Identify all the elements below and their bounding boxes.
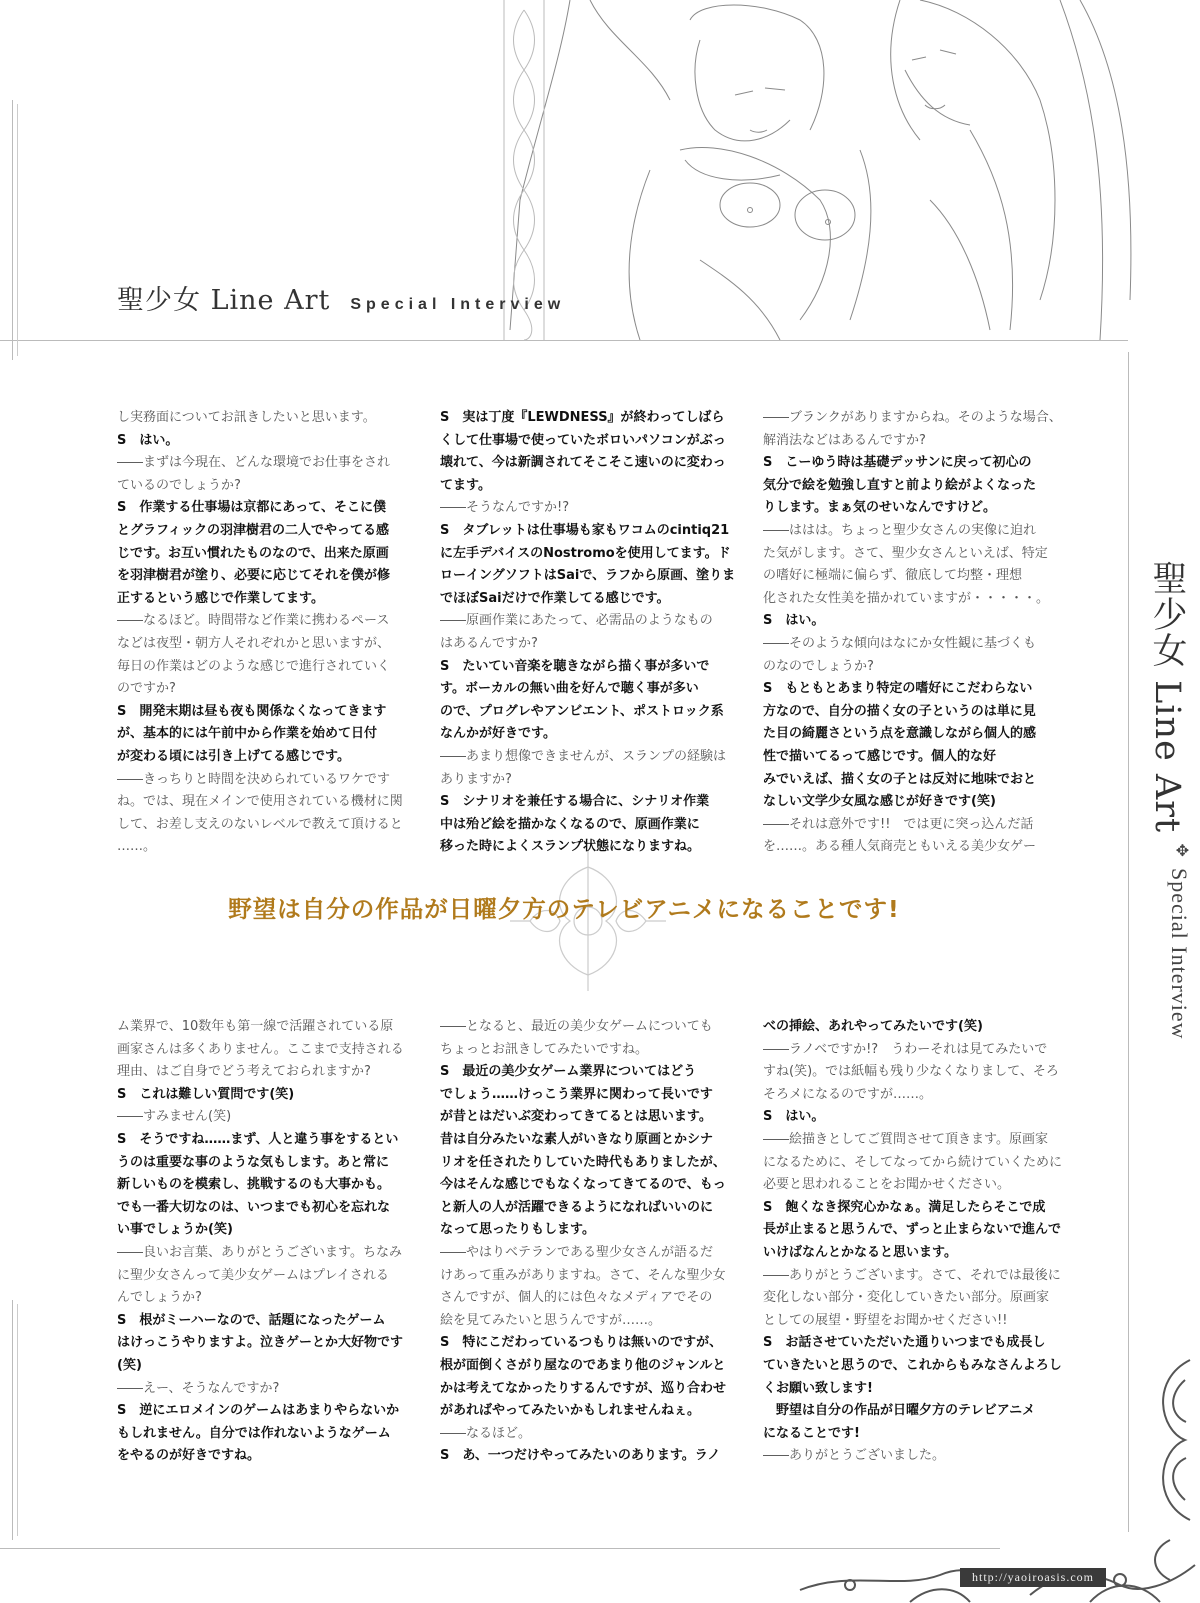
answer-line: S あ、一つだけやってみたいのあります。ラノ bbox=[440, 1448, 721, 1464]
answer-line: かは考えてなかったりするんですが、巡り合わせ bbox=[440, 1380, 727, 1396]
question-line: のなのでしょうか? bbox=[763, 658, 874, 674]
answer-line: S 開発末期は昼も夜も関係なくなってきます bbox=[117, 703, 387, 719]
headline: 野望は自分の作品が日曜夕方のテレビアニメになることです! bbox=[228, 895, 900, 923]
answer-line: S はい。 bbox=[763, 613, 825, 629]
answer-line: うのは重要な事のような気もします。あと常に bbox=[117, 1154, 389, 1170]
answer-line: くして仕事場で使っていたボロいパソコンがぶっ bbox=[440, 432, 726, 448]
question-line: を……。ある種人気商売ともいえる美少女ゲー bbox=[763, 839, 1037, 855]
answer-line: を羽津樹君が塗り、必要に応じてそれを僕が修 bbox=[117, 568, 391, 584]
question-line: に聖少女さんって美少女ゲームはプレイされる bbox=[117, 1267, 389, 1283]
answer-line: なんかが好きです。 bbox=[440, 726, 556, 742]
answer-line: S シナリオを兼任する場合に、シナリオ作業 bbox=[440, 794, 710, 810]
watermark-text: http://yaoiroasis.com bbox=[972, 1570, 1094, 1584]
answer-line: S 作業する仕事場は京都にあって、そこに僕 bbox=[117, 500, 386, 516]
question-line: ――それは意外です!! では更に突っ込んだ話 bbox=[763, 816, 1034, 832]
answer-line: S これは難しい質問です(笑) bbox=[117, 1086, 295, 1102]
line-art-illustration bbox=[500, 0, 1140, 340]
answer-line: S 逆にエロメインのゲームはあまりやらないか bbox=[117, 1403, 400, 1419]
answer-line: S タブレットは仕事場も家もワコムのcintiq21 bbox=[440, 522, 730, 538]
answer-line: なしい文学少女風な感じが好きです(笑) bbox=[763, 794, 996, 810]
question-line: ――ブランクがありますからね。そのような場合、 bbox=[763, 410, 1062, 425]
headline-row bbox=[0, 890, 1128, 924]
answer-line: 中は殆ど絵を描かなくなるので、原画作業に bbox=[440, 816, 700, 832]
question-line: ……。 bbox=[117, 839, 157, 855]
header-title: 聖少女 Line Art bbox=[117, 285, 331, 316]
side-title: 聖少女 Line Art bbox=[1147, 560, 1187, 834]
answer-line: が、基本的には午前中から作業を始めて日付 bbox=[117, 726, 378, 742]
question-line: た気がします。さて、聖少女さんといえば、特定 bbox=[763, 545, 1048, 561]
question-line: 解消法などはあるんですか? bbox=[763, 432, 926, 448]
watermark bbox=[960, 1568, 1106, 1587]
side-vertical-title bbox=[1142, 560, 1192, 1040]
question-line: ――やはりベテランである聖少女さんが語るだ bbox=[440, 1244, 714, 1260]
corner-flourish bbox=[790, 1340, 1200, 1603]
question-line: になるために、そしてなってから続けていくために bbox=[763, 1154, 1063, 1170]
answer-line: が変わる頃には引き上げてる感じです。 bbox=[117, 748, 350, 764]
answer-line: S たいてい音楽を聴きながら描く事が多いで bbox=[440, 658, 710, 674]
question-line: 絵を見てみたいと思うんですが……。 bbox=[440, 1312, 662, 1328]
column-top-1 bbox=[117, 407, 419, 859]
answer-line: リオを任されたりしていた時代もありましたが、 bbox=[440, 1154, 726, 1170]
answer-line: S 根がミーハーなので、話題になったゲーム bbox=[117, 1312, 386, 1328]
answer-line: もしれません。自分では作れないようなゲーム bbox=[117, 1425, 391, 1441]
answer-line: 壊れて、今は新調されてそこそこ速いのに変わっ bbox=[440, 455, 726, 471]
question-line: 必要と思われることをお聞かせください。 bbox=[763, 1177, 1011, 1193]
page-header bbox=[117, 278, 565, 317]
question-line: し実務面についてお訊きしたいと思います。 bbox=[117, 410, 376, 425]
answer-line: いけばなんとかなると思います。 bbox=[763, 1244, 957, 1260]
question-line: のですか? bbox=[117, 681, 176, 697]
answer-line: 性で描いてるって感じです。個人的な好 bbox=[763, 748, 996, 764]
answer-line: 移った時によくスランプ状態になりますね。 bbox=[440, 839, 701, 855]
answer-line: ので、プログレやアンビエント、ポストロック系 bbox=[440, 703, 724, 719]
question-line: ――絵描きとしてご質問させて頂きます。原画家 bbox=[763, 1131, 1048, 1147]
column-top-3 bbox=[763, 407, 1065, 859]
question-line: 化された女性美を描かれていますが・・・・・。 bbox=[763, 590, 1050, 606]
question-line: ――なるほど。 bbox=[440, 1425, 532, 1441]
answer-line: が昔とはだいぶ変わってきてるとは思います。 bbox=[440, 1109, 712, 1125]
answer-line: S お話させていただいた通りいつまでも成長し bbox=[763, 1335, 1046, 1351]
answer-line: S はい。 bbox=[763, 1109, 825, 1125]
question-line: ――ありがとうございました。 bbox=[763, 1448, 946, 1464]
column-bottom-2 bbox=[440, 1016, 742, 1468]
question-line: ているのでしょうか? bbox=[117, 477, 241, 493]
question-line: ちょっとお訊きしてみたいですね。 bbox=[440, 1041, 649, 1057]
answer-line: でしょう……けっこう業界に関わって長いです bbox=[440, 1086, 713, 1102]
answer-line: とグラフィックの羽津樹君の二人でやってる感 bbox=[117, 522, 389, 538]
answer-line: があればやってみたいかもしれませんねぇ。 bbox=[440, 1403, 701, 1419]
answer-line: (笑) bbox=[117, 1357, 142, 1373]
answer-line: はけっこうやりますよ。泣きゲーとか大好物です bbox=[117, 1335, 404, 1351]
question-line: ム業界で、10数年も第一線で活躍されている原 bbox=[117, 1019, 394, 1034]
answer-line: りします。まぁ気のせいなんですけど。 bbox=[763, 500, 996, 516]
question-line: ――ラノベですか!? うわーそれは見てみたいで bbox=[763, 1041, 1048, 1057]
question-line: としての展望・野望をお聞かせください!! bbox=[763, 1312, 1008, 1328]
answer-line: 新しいものを模索し、挑戦するのも大事かも。 bbox=[117, 1177, 391, 1193]
left-bracket-bottom-inner bbox=[5, 1304, 18, 1536]
question-line: 理由、はご自身でどう考えておられますか? bbox=[117, 1064, 371, 1080]
answer-line: す。ボーカルの無い曲を好んで聴く事が多い bbox=[440, 681, 699, 697]
answer-line: 野望は自分の作品が日曜夕方のテレビアニメ bbox=[763, 1403, 1036, 1419]
question-line: ――そうなんですか!? bbox=[440, 500, 570, 516]
question-line: 変化しない部分・変化していきたい部分。原画家 bbox=[763, 1290, 1050, 1306]
answer-line: べの挿絵、あれやってみたいです(笑) bbox=[763, 1019, 983, 1034]
answer-line: S はい。 bbox=[117, 432, 179, 448]
answer-line: ローイングソフトはSaiで、ラフから原画、塗りま bbox=[440, 568, 736, 584]
question-line: して、お差し支えのないレベルで教えて頂けると bbox=[117, 816, 403, 832]
question-line: 毎日の作業はどのような感じで進行されていく bbox=[117, 658, 391, 674]
question-line: ――まずは今現在、どんな環境でお仕事をされ bbox=[117, 455, 391, 471]
question-line: ――良いお言葉、ありがとうございます。ちなみ bbox=[117, 1244, 402, 1260]
question-line: ――ありがとうございます。さて、それでは最後に bbox=[763, 1267, 1061, 1283]
answer-line: 長が止まると思うんで、ずっと止まらないで進んで bbox=[763, 1222, 1061, 1238]
question-line: けあって重みがありますね。さて、そんな聖少女 bbox=[440, 1267, 726, 1283]
question-line: ――なるほど。時間帯など作業に携わるペース bbox=[117, 613, 390, 629]
question-line: ――あまり想像できませんが、スランプの経験は bbox=[440, 748, 727, 764]
question-line: さんですが、個人的には色々なメディアでその bbox=[440, 1290, 713, 1306]
answer-line: S 特にこだわっているつもりは無いのですが、 bbox=[440, 1335, 723, 1351]
answer-line: に左手デバイスのNostromoを使用してます。ド bbox=[440, 545, 731, 561]
question-line: ――となると、最近の美少女ゲームについても bbox=[440, 1019, 713, 1034]
question-line: んでしょうか? bbox=[117, 1290, 202, 1306]
frame-top-rule bbox=[0, 340, 1128, 341]
answer-line: 今はそんな感じでもなくなってきてるので、もっ bbox=[440, 1177, 726, 1193]
answer-line: でも一番大切なのは、いつまでも初心を忘れな bbox=[117, 1199, 391, 1215]
question-line: はあるんですか? bbox=[440, 635, 538, 651]
answer-line: じです。お互い慣れたものなので、出来た原画 bbox=[117, 545, 389, 561]
answer-line: になることです! bbox=[763, 1425, 860, 1441]
question-line: ――すみません(笑) bbox=[117, 1109, 232, 1125]
answer-line: S 実は丁度『LEWDNESS』が終わってしばら bbox=[440, 410, 725, 425]
question-line: ――原画作業にあたって、必需品のようなもの bbox=[440, 613, 713, 629]
side-divider-ornament: ✥ bbox=[1173, 841, 1192, 861]
answer-line: ていきたいと思うので、これからもみなさんよろし bbox=[763, 1357, 1062, 1373]
question-line: ね。では、現在メインで使用されている機材に関 bbox=[117, 794, 403, 810]
answer-line: くお願い致します! bbox=[763, 1380, 873, 1396]
answer-line: 気分で絵を勉強し直すと前より絵がよくなった bbox=[763, 477, 1037, 493]
answer-line: てます。 bbox=[440, 477, 491, 493]
side-subtitle: Special Interview bbox=[1167, 868, 1192, 1040]
answer-line: みでいえば、描く女の子とは反対に地味でおと bbox=[763, 771, 1037, 787]
question-line: ――そのような傾向はなにか女性観に基づくも bbox=[763, 635, 1037, 651]
question-line: 画家さんは多くありません。ここまで支持される bbox=[117, 1041, 404, 1057]
question-line: などは夜型・朝方人それぞれかと思いますが、 bbox=[117, 635, 391, 651]
answer-line: 根が面倒くさがり屋なのであまり他のジャンルと bbox=[440, 1357, 726, 1373]
question-line: の嗜好に極端に偏らず、徹底して均整・理想 bbox=[763, 568, 1022, 584]
answer-line: S 最近の美少女ゲーム業界についてはどう bbox=[440, 1064, 697, 1080]
answer-line: 正するという感じで作業してます。 bbox=[117, 590, 324, 606]
question-line: すね(笑)。では紙幅も残り少なくなりまして、そろ bbox=[763, 1064, 1059, 1080]
left-bracket-top-inner bbox=[5, 104, 18, 356]
answer-line: S こーゆう時は基礎デッサンに戻って初心の bbox=[763, 455, 1032, 471]
answer-line: なって思ったりもします。 bbox=[440, 1222, 595, 1238]
answer-line: S もともとあまり特定の嗜好にこだわらない bbox=[763, 681, 1033, 697]
column-bottom-1 bbox=[117, 1016, 419, 1468]
header-subtitle: Special Interview bbox=[350, 296, 566, 313]
answer-line: い事でしょうか(笑) bbox=[117, 1222, 233, 1238]
answer-line: 方なので、自分の描く女の子というのは単に見 bbox=[763, 703, 1036, 719]
question-line: ――えー、そうなんですか? bbox=[117, 1380, 280, 1396]
column-top-2 bbox=[440, 407, 742, 859]
answer-line: をやるのが好きですね。 bbox=[117, 1448, 261, 1464]
answer-line: た目の綺麗さという点を意識しながら個人的感 bbox=[763, 726, 1037, 742]
answer-line: S 飽くなき探究心かなぁ。満足したらそこで成 bbox=[763, 1199, 1046, 1215]
question-line: そろメになるのですが……。 bbox=[763, 1086, 933, 1102]
question-line: ――ははは。ちょっと聖少女さんの実像に迫れ bbox=[763, 522, 1037, 538]
answer-line: と新人の人が活躍できるようになればいいのに bbox=[440, 1199, 714, 1215]
question-line: ありますか? bbox=[440, 771, 512, 787]
answer-line: 昔は自分みたいな素人がいきなり原画とかシナ bbox=[440, 1131, 714, 1147]
answer-line: でほぼSaiだけで作業してる感じです。 bbox=[440, 590, 670, 606]
question-line: ――きっちりと時間を決められているワケです bbox=[117, 771, 391, 787]
answer-line: S そうですね……まず、人と違う事をするとい bbox=[117, 1131, 399, 1147]
